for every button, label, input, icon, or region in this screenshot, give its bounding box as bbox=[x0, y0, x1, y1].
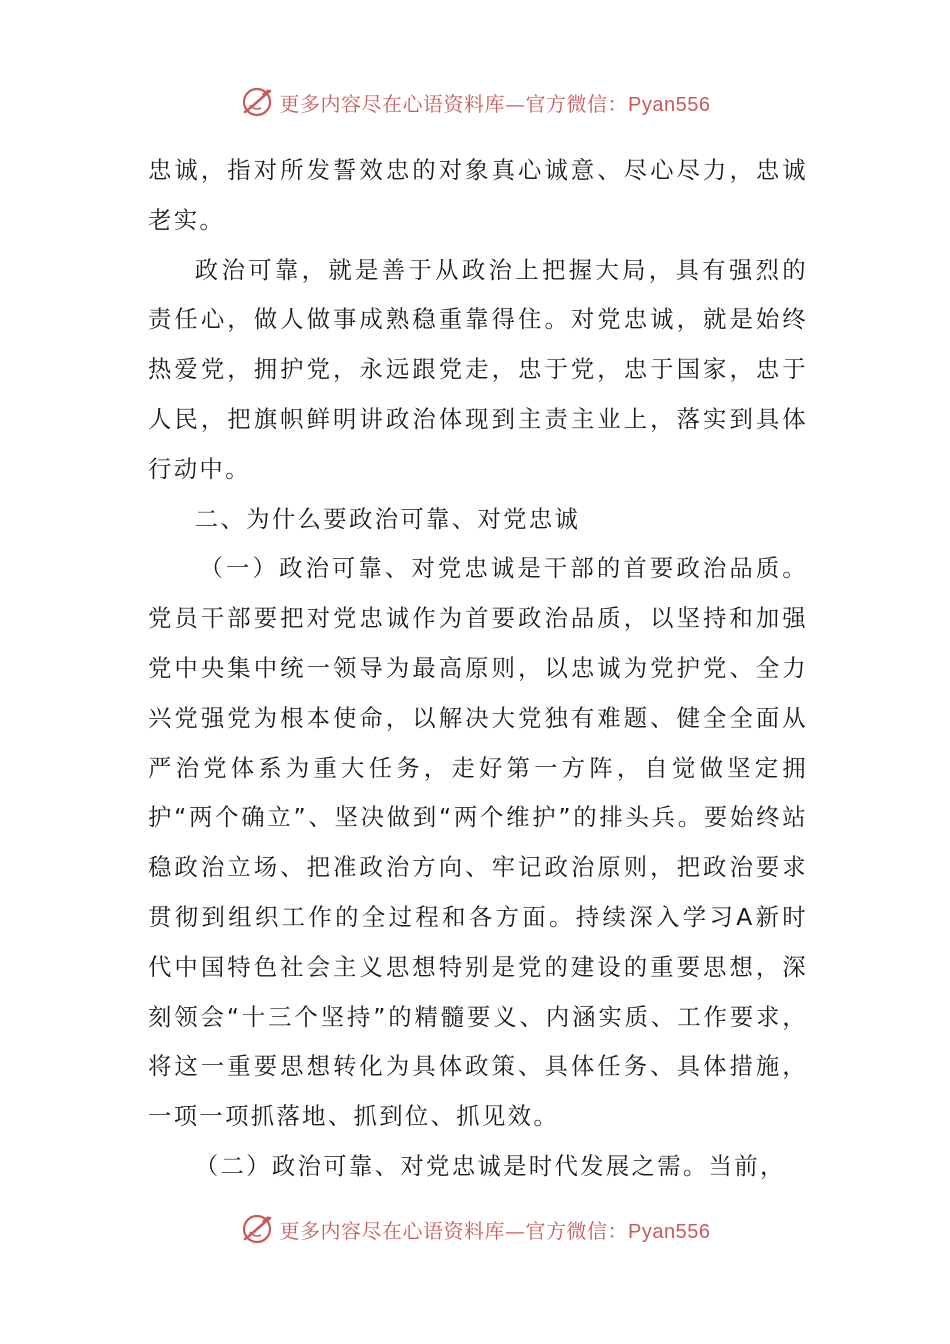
document-body bbox=[148, 146, 808, 1192]
paragraph-subsection-2: （二）政治可靠、对党忠诚是时代发展之需。当前， bbox=[194, 1151, 786, 1180]
footer-watermark bbox=[0, 1209, 950, 1249]
header-watermark bbox=[0, 82, 950, 122]
pen-circle-logo-icon bbox=[240, 1212, 274, 1246]
paragraph-2: 政治可靠，就是善于从政治上把握大局，具有强烈的责任心，做人做事成熟稳重靠得住。对党忠诚，就是始终热爱党，拥护党，永远跟党走，忠于党，忠于国家，忠于人民，把旗帜鲜明讲政治体现到主责主业上，落实到具体行动中。 bbox=[148, 255, 808, 483]
watermark-text: 更多内容尽在心语资料库—官方微信：Pyan556 bbox=[279, 1218, 711, 1243]
pen-circle-logo-icon bbox=[240, 85, 274, 119]
wechat-id: Pyan556 bbox=[628, 93, 711, 116]
watermark-text: 更多内容尽在心语资料库—官方微信：Pyan556 bbox=[279, 91, 711, 116]
section-heading-2: 二、为什么要政治可靠、对党忠诚 bbox=[194, 504, 581, 533]
paragraph-1: 忠诚，指对所发誓效忠的对象真心诚意、尽心尽力，忠诚老实。 bbox=[148, 156, 808, 234]
wechat-id: Pyan556 bbox=[628, 1220, 711, 1243]
paragraph-subsection-1: （一）政治可靠、对党忠诚是干部的首要政治品质。党员干部要把对党忠诚作为首要政治品质，以坚持和加强党中央集中统一领导为最高原则，以忠诚为党护党、全力兴党强党为根本使命，以解决大党独有难题、健全全面从严治党体系为重大任务，走好第一方阵，自觉做坚定拥护“两个确立”、坚决做到“两个维护”的排头兵。要始终站稳政治立场、把准政治方向、牢记政治原则，把政治要求贯彻到组织工作的全过程和各方面。持续深入学习A新时代中国特色社会主义思想特别是党的建设的重要思想，深刻领会“十三个坚持”的精髓要义、内涵实质、工作要求，将这一重要思想转化为具体政策、具体任务、具体措施，一项一项抓落地、抓到位、抓见效。 bbox=[148, 554, 808, 1131]
